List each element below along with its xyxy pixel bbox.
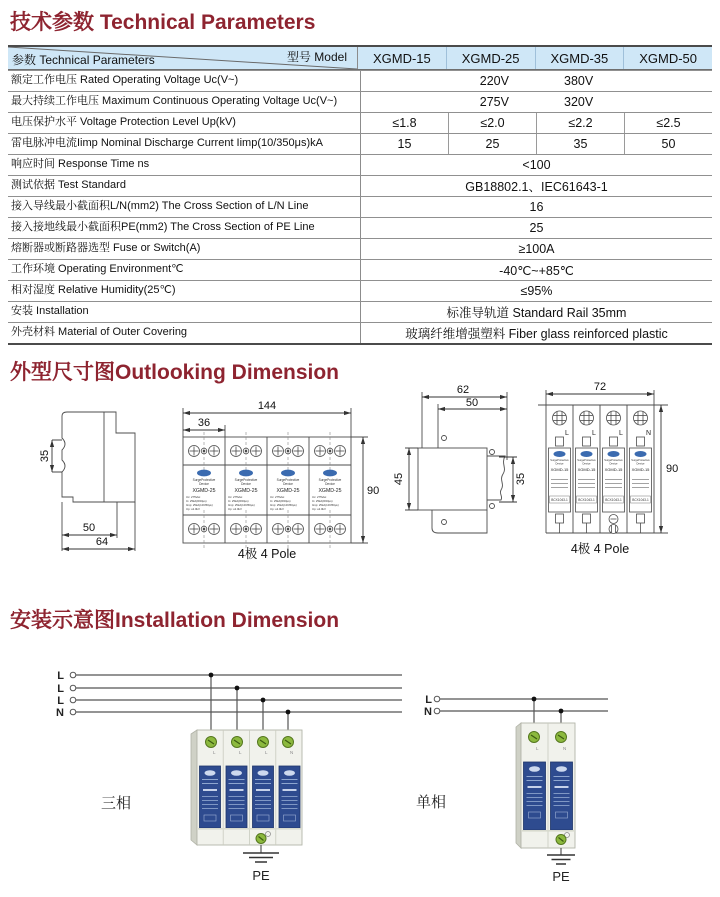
dim-90: 90: [666, 463, 679, 475]
table-row: [8, 238, 712, 259]
pole-label: L: [619, 430, 623, 437]
svg-text:SurgeProtective: SurgeProtective: [577, 459, 596, 462]
junction-dot: [235, 686, 240, 691]
junction-dot: [286, 710, 291, 715]
logo-icon: [323, 470, 337, 477]
dim-62: 62: [456, 384, 470, 396]
svg-text:BCX1043-1: BCX1043-1: [578, 498, 595, 502]
svg-text:SurgeProtective: SurgeProtective: [550, 459, 569, 462]
row-value: 275V: [479, 95, 509, 109]
row-label: 额定工作电压 Rated Operating Voltage Uc(V~): [11, 74, 239, 86]
row-values: [360, 302, 712, 322]
svg-text:Up: ≤2.0kV: Up: ≤2.0kV: [312, 507, 326, 511]
pole-label: L: [592, 430, 596, 437]
pole-label: L: [565, 430, 569, 437]
logo-icon: [197, 470, 211, 477]
row-label: 工作环境 Operating Environment℃: [11, 263, 184, 275]
logo-icon: [581, 451, 593, 457]
row-label: 相对湿度 Relative Humidity(25℃): [11, 284, 176, 296]
junction-dot: [532, 697, 537, 702]
svg-text:In: 25kA(8/20μs): In: 25kA(8/20μs): [228, 499, 249, 503]
row-value: 35: [536, 134, 624, 154]
svg-text:SurgeProtective: SurgeProtective: [604, 459, 623, 462]
param-header-label: 参数 Technical Parameters: [12, 53, 155, 67]
device-pole-label: L: [265, 750, 268, 755]
three-phase-diagram: [56, 670, 402, 883]
svg-text:XGMD-15: XGMD-15: [577, 467, 596, 472]
svg-text:Device: Device: [325, 482, 335, 486]
row-values: [360, 197, 712, 217]
row-label: 接入接地线最小截面积PE(mm2) The Cross Section of PE Line: [11, 221, 315, 233]
table-row: [8, 217, 712, 238]
model-header-label: 型号 Model: [286, 50, 347, 64]
svg-text:SurgeProtective: SurgeProtective: [234, 478, 258, 482]
svg-text:SurgeProtective: SurgeProtective: [631, 459, 650, 462]
logo-icon: [239, 470, 253, 477]
row-values: [360, 281, 712, 301]
table-row: [8, 112, 712, 133]
pole-caption: 4极 4 Pole: [237, 547, 297, 561]
model-column-header: XGMD-35: [535, 47, 624, 69]
svg-text:BCX1043-1: BCX1043-1: [632, 498, 649, 502]
row-value: ≥100A: [518, 242, 555, 256]
svg-text:XGMD-25: XGMD-25: [276, 488, 300, 494]
row-value: 25: [529, 221, 544, 235]
dim-64: 64: [95, 536, 109, 548]
table-row: [8, 259, 712, 280]
row-values: [360, 134, 712, 154]
module-faceplates: [186, 470, 342, 511]
installation-diagrams: [0, 637, 720, 897]
row-label: 安装 Installation: [11, 305, 89, 317]
logo-icon: [554, 451, 566, 457]
row-label: 接入导线最小截面积L/N(mm2) The Cross Section of L/N Line: [11, 200, 309, 212]
junction-dot: [209, 673, 214, 678]
svg-text:XGMD-25: XGMD-25: [318, 488, 342, 494]
row-value: 25: [448, 134, 536, 154]
device-pole-label: N: [563, 746, 567, 751]
svg-text:In: 25kA(8/20μs): In: 25kA(8/20μs): [312, 499, 333, 503]
svg-text:Device: Device: [582, 462, 591, 466]
junction-dot: [559, 709, 564, 714]
row-value: -40℃~+85℃: [499, 263, 574, 278]
section-title-outlooking-dimension: 外型尺寸图Outlooking Dimension: [10, 361, 339, 384]
svg-text:Iimp: 25kA(10/350μs): Iimp: 25kA(10/350μs): [228, 503, 255, 507]
wire-label: L: [57, 695, 64, 707]
wire-start-node: [70, 697, 76, 703]
row-value: GB18802.1、IEC61643-1: [465, 180, 608, 194]
table-row: [8, 301, 712, 322]
row-value: 玻璃纤维增强塑料 Fiber glass reinforced plastic: [405, 327, 668, 341]
row-value: ≤2.0: [448, 113, 536, 133]
svg-text:XGMD-25: XGMD-25: [234, 488, 258, 494]
front-view-144-drawing: [183, 400, 379, 561]
module-brand: Device: [199, 482, 209, 486]
phase-caption: 三相: [100, 795, 132, 812]
row-value: 220V: [479, 74, 509, 88]
wire-label: L: [425, 694, 432, 706]
wire-start-node: [70, 672, 76, 678]
device-pole-label: L: [239, 750, 242, 755]
wire-label: L: [57, 683, 64, 695]
earth-ground-icon: [243, 853, 279, 862]
svg-text:Up: ≤2.0kV: Up: ≤2.0kV: [228, 507, 242, 511]
wire-start-node: [70, 685, 76, 691]
svg-text:Device: Device: [609, 462, 618, 466]
row-value: 16: [529, 200, 544, 214]
row-values: [360, 323, 712, 343]
row-value: 标准导轨道 Standard Rail 35mm: [446, 306, 627, 320]
svg-text:Device: Device: [283, 482, 293, 486]
model-column-header: XGMD-50: [623, 47, 712, 69]
logo-icon: [635, 451, 647, 457]
spd-device-4pole: [191, 730, 302, 845]
device-pole-label: L: [536, 746, 539, 751]
svg-text:XGMD-15: XGMD-15: [631, 467, 650, 472]
dim-50: 50: [82, 522, 96, 534]
row-values: [360, 92, 712, 112]
row-label: 电压保护水平 Voltage Protection Level Up(kV): [11, 116, 236, 128]
table-header-row: [8, 47, 712, 70]
row-value: 380V: [564, 74, 594, 88]
wire-start-node: [434, 696, 440, 702]
logo-icon: [281, 470, 295, 477]
table-row: [8, 154, 712, 175]
dim-36: 36: [197, 417, 211, 429]
outlooking-dimension-drawings: [0, 378, 720, 578]
svg-text:Iimp: 25kA(10/350μs): Iimp: 25kA(10/350μs): [270, 503, 297, 507]
svg-text:Device: Device: [636, 462, 645, 466]
table-row: [8, 91, 712, 112]
junction-dot: [261, 698, 266, 703]
pe-label: PE: [552, 869, 570, 884]
dim-50: 50: [465, 397, 479, 409]
ground-terminal-icon: [609, 515, 618, 534]
module-brand: SurgeProtective: [192, 478, 216, 482]
phase-caption: 单相: [415, 794, 447, 811]
row-values: [360, 260, 712, 280]
earth-ground-icon: [547, 855, 575, 864]
svg-text:Iimp: 25kA(10/350μs): Iimp: 25kA(10/350μs): [312, 503, 339, 507]
svg-text:SurgeProtective: SurgeProtective: [276, 478, 300, 482]
technical-parameters-table: [8, 45, 712, 345]
dim-35: 35: [515, 472, 527, 486]
row-label: 响应时间 Response Time ns: [11, 158, 150, 170]
svg-text:BCX1043-1: BCX1043-1: [605, 498, 622, 502]
row-value: ≤1.8: [392, 116, 417, 130]
table-row: [8, 175, 712, 196]
single-phase-diagram: [416, 694, 608, 884]
table-row: [8, 322, 712, 343]
front-view-72-drawing: [538, 381, 678, 556]
row-value: 15: [397, 137, 412, 151]
module-spec: In: 25kA(8/20μs): [186, 499, 207, 503]
row-value: 320V: [564, 95, 594, 109]
module-code: BCX1043-1: [551, 498, 568, 502]
table-header-corner-cell: [8, 47, 357, 69]
row-value: ≤2.5: [624, 113, 712, 133]
module-spec: Iimp: 25kA(10/350μs): [186, 503, 213, 507]
row-label: 雷电脉冲电流Iimp Nominal Discharge Current Iimp(10/350μs)kA: [11, 137, 323, 149]
model-column-header: XGMD-25: [446, 47, 535, 69]
row-values: [360, 71, 712, 91]
device-pole-label: N: [290, 750, 294, 755]
device-pole-label: L: [213, 750, 216, 755]
table-row: [8, 196, 712, 217]
module-spec: Up: ≤2.0kV: [186, 507, 200, 511]
wire-label: N: [424, 706, 432, 718]
svg-text:Up: ≤2.0kV: Up: ≤2.0kV: [270, 507, 284, 511]
module-model: XGMD-15: [550, 467, 569, 472]
table-row: [8, 133, 712, 154]
row-values: [360, 176, 712, 196]
dim-45: 45: [393, 472, 405, 486]
model-columns-header: [357, 47, 712, 69]
row-values: [360, 155, 712, 175]
wire-start-node: [434, 708, 440, 714]
table-row: [8, 70, 712, 91]
svg-text:Device: Device: [241, 482, 251, 486]
spd-device-2pole: [516, 723, 575, 848]
module-spec: Uc: 275Vac: [186, 495, 201, 499]
svg-text:Uc: 275Vac: Uc: 275Vac: [312, 495, 327, 499]
logo-icon: [608, 451, 620, 457]
row-label: 熔断器或断路器选型 Fuse or Switch(A): [11, 242, 201, 254]
svg-text:Uc: 275Vac: Uc: 275Vac: [270, 495, 285, 499]
svg-text:Uc: 275Vac: Uc: 275Vac: [228, 495, 243, 499]
module-model: XGMD-25: [192, 488, 216, 494]
row-label: 最大持续工作电压 Maximum Continuous Operating Voltage Uc(V~): [11, 95, 338, 107]
side-profile-drawing: [39, 412, 135, 551]
table-row: [8, 280, 712, 301]
dim-72: 72: [593, 381, 607, 393]
row-values: [360, 218, 712, 238]
svg-text:In: 25kA(8/20μs): In: 25kA(8/20μs): [270, 499, 291, 503]
row-label: 外壳材料 Material of Outer Covering: [11, 326, 188, 338]
dim-90: 90: [367, 485, 380, 497]
section-title-technical-parameters: 技术参数 Technical Parameters: [10, 11, 316, 34]
row-value: <100: [522, 158, 551, 172]
row-label: 测试依据 Test Standard: [11, 179, 126, 191]
pole-caption: 4极 4 Pole: [570, 542, 630, 556]
svg-text:Device: Device: [555, 462, 564, 466]
svg-text:XGMD-15: XGMD-15: [604, 467, 623, 472]
model-column-header: XGMD-15: [372, 50, 431, 66]
pe-label: PE: [252, 868, 270, 883]
row-values: [360, 113, 712, 133]
side-view-62-drawing: [393, 384, 527, 533]
row-values: [360, 239, 712, 259]
pole-label: N: [646, 430, 652, 437]
dim-35: 35: [39, 449, 51, 463]
section-title-installation-dimension: 安装示意图Installation Dimension: [10, 609, 340, 632]
wire-start-node: [70, 709, 76, 715]
wire-label: N: [56, 707, 64, 719]
row-value: 50: [624, 134, 712, 154]
dim-144: 144: [257, 400, 277, 412]
svg-text:SurgeProtective: SurgeProtective: [318, 478, 342, 482]
wire-label: L: [57, 670, 64, 682]
row-value: ≤95%: [520, 284, 553, 298]
row-value: ≤2.2: [536, 113, 624, 133]
